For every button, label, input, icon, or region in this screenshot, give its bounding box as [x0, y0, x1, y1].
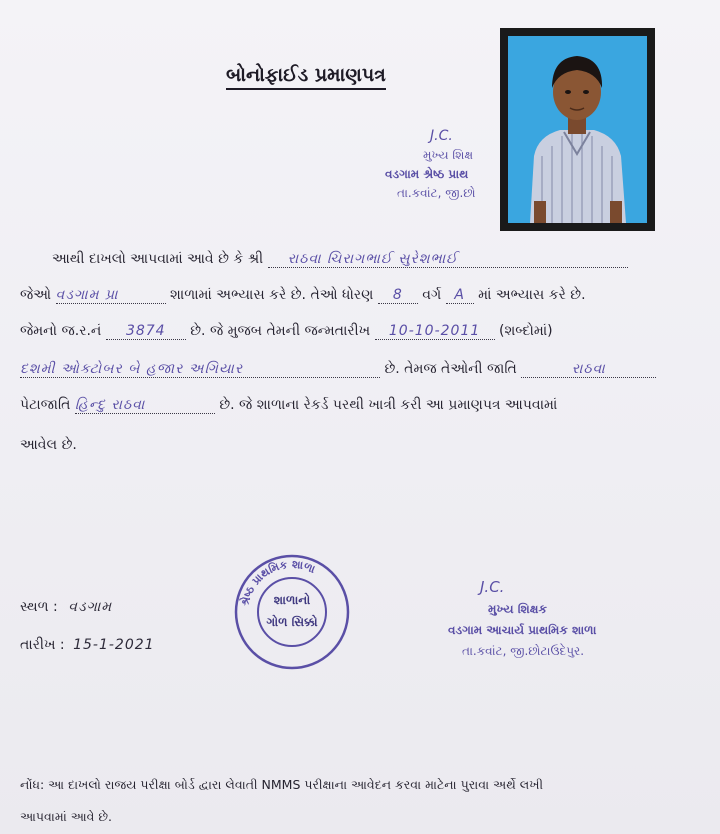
note-line-2: આપવામાં આવે છે.	[20, 809, 113, 824]
line5-suffix: છે. જે શાળાના રેકર્ડ પરથી ખાત્રી કરી આ પ્રમાણપત્ર આપવામાં	[219, 397, 558, 413]
seal-ring-text: શ્રેષ્ઠ પ્રાથમિક શાળા	[238, 557, 318, 608]
line4-mid: છે. તેમજ તેઓની જાતિ	[384, 361, 517, 377]
line2-suffix: માં અભ્યાસ કરે છે.	[478, 287, 586, 303]
top-stamp	[385, 128, 565, 201]
body-line-1	[52, 251, 628, 268]
gr-number: 3874	[106, 323, 186, 340]
certificate-title: બોનોફાઈડ પ્રમાણપત્ર	[226, 64, 386, 90]
top-stamp-signature: J.C.	[430, 128, 453, 144]
line5-prefix: પેટાજાતિ	[20, 397, 71, 413]
line2-mid2: વર્ગ	[422, 287, 442, 303]
note-line-1: નોંધ: આ દાખલો રાજય પરીક્ષા બોર્ડ દ્વારા લેવાતી NMMS પરીક્ષાના આવેદન કરવા માટેના પુરાવા અર્થે લખી	[20, 777, 544, 792]
standard-value: 8	[378, 287, 418, 304]
line2-prefix: જેઓ	[20, 287, 52, 303]
seal-center-line-1: શાળાનો	[273, 593, 311, 607]
subcaste-value: હિન્દુ રાઠવા	[75, 397, 215, 414]
school-name: વડગામ પ્રા	[56, 287, 166, 304]
place-row	[20, 599, 112, 615]
body-line-6: આવેલ છે.	[20, 437, 77, 453]
seal-ring-icon	[233, 553, 351, 671]
dob-value: 10-10-2011	[375, 323, 495, 340]
place-label: સ્થળ :	[20, 599, 58, 615]
line3-prefix: જેમનો જ.ર.નં	[20, 323, 102, 339]
dob-words: દશમી ઓક્ટોબર બે હજાર અગિયાર	[20, 361, 380, 378]
division-value: A	[446, 287, 474, 304]
signature-address: તા.કવાંટ, જી.છોટાઉદેપુર.	[462, 644, 585, 658]
body-line-4	[20, 361, 656, 378]
date-label: તારીખ :	[20, 637, 65, 653]
top-stamp-address: તા.કવાંટ, જી.છો	[397, 186, 476, 200]
headmaster-signature-stamp	[448, 578, 668, 659]
line2-mid1: શાળામાં અભ્યાસ કરે છે. તેઓ ધોરણ	[169, 287, 374, 303]
line3-mid: છે. જે મુજબ તેમની જન્મતારીખ	[190, 323, 371, 339]
line3-suffix: (શબ્દોમાં)	[499, 323, 553, 339]
caste-value: રાઠવા	[521, 361, 656, 378]
place-value: વડગામ	[68, 599, 113, 615]
student-name: રાઠવા ચિરાગભાઈ સુરેશભાઈ	[268, 251, 628, 268]
body-line-5	[20, 397, 557, 414]
signature-school: વડગામ આચાર્ય પ્રાથમિક શાળા	[448, 623, 597, 637]
top-stamp-designation: મુખ્ય શિક્ષ	[423, 148, 474, 162]
body-line-3	[20, 323, 553, 340]
date-value: 15-1-2021	[73, 637, 155, 653]
line1-prefix: આથી દાખલો આપવામાં આવે છે કે શ્રી	[52, 251, 264, 267]
signature-initials: J.C.	[480, 578, 505, 596]
seal-center-line-2: ગોળ સિક્કો	[266, 615, 318, 629]
date-row	[20, 637, 155, 653]
signature-designation: મુખ્ય શિક્ષક	[488, 602, 547, 616]
school-round-seal	[233, 553, 351, 671]
body-line-2	[20, 287, 586, 304]
top-stamp-school: વડગામ શ્રેષ્ઠ પ્રાથ	[385, 167, 469, 181]
